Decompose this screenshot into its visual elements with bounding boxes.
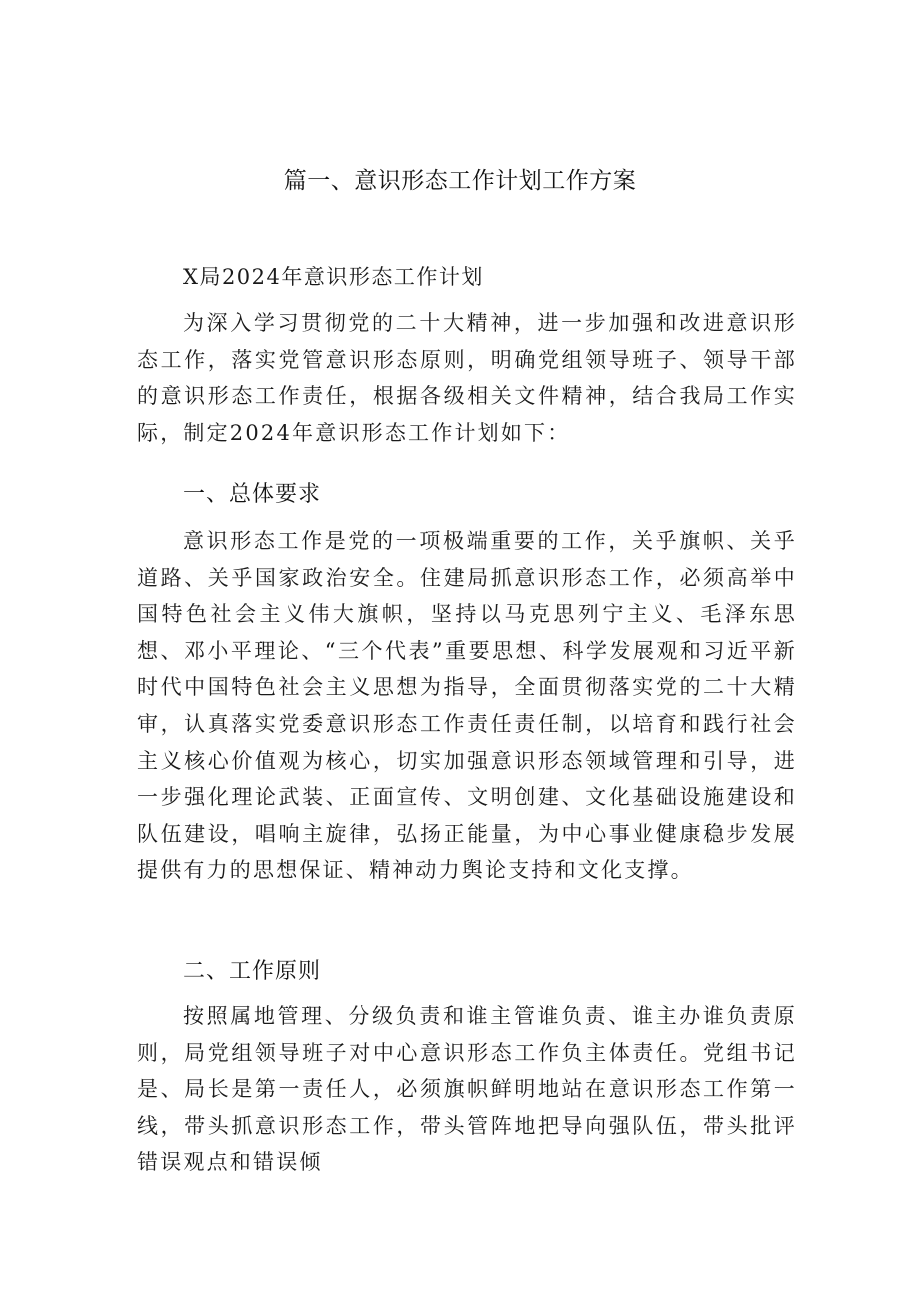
work-principles-paragraph: 按照属地管理、分级负责和谁主管谁负责、谁主办谁负责原则，局党组领导班子对中心意识形态工作负主体责任。党组书记是、局长是第一责任人，必须旗帜鲜明地站在意识形态工作第一线，带头抓意识形态工作，带头管阵地把导向强队伍，带头批评错误观点和错误倾 <box>137 1004 797 1175</box>
plan-subtitle: X局2024年意识形态工作计划 <box>183 265 484 289</box>
intro-paragraph: 为深入学习贯彻党的二十大精神，进一步加强和改进意识形态工作，落实党管意识形态原则，明确党组领导班子、领导干部的意识形态工作责任，根据各级相关文件精神，结合我局工作实际，制定2024年意识形态工作计划如下： <box>137 311 797 445</box>
section-heading-work-principles: 二、工作原则 <box>183 959 322 984</box>
section-body-work-principles <box>137 998 797 1181</box>
general-requirements-paragraph: 意识形态工作是党的一项极端重要的工作，关乎旗帜、关乎道路、关乎国家政治安全。住建局抓意识形态工作，必须高举中国特色社会主义伟大旗帜，坚持以马克思列宁主义、毛泽东思想、邓小平理论、“三个代表”重要思想、科学发展观和习近平新时代中国特色社会主义思想为指导，全面贯彻落实党的二十大精审，认真落实党委意识形态工作责任责任制，以培育和践行社会主义核心价值观为核心，切实加强意识形态领域管理和引导，进一步强化理论武装、正面宣传、文明创建、文化基础设施建设和队伍建设，唱响主旋律，弘扬正能量，为中心事业健康稳步发展提供有力的思想保证、精神动力舆论支持和文化支撑。 <box>137 529 797 883</box>
intro-block <box>137 305 797 451</box>
section-body-general-requirements <box>137 523 797 889</box>
section-heading-general-requirements: 一、总体要求 <box>183 482 322 507</box>
document-title: 篇一、意识形态工作计划工作方案 <box>283 168 637 194</box>
